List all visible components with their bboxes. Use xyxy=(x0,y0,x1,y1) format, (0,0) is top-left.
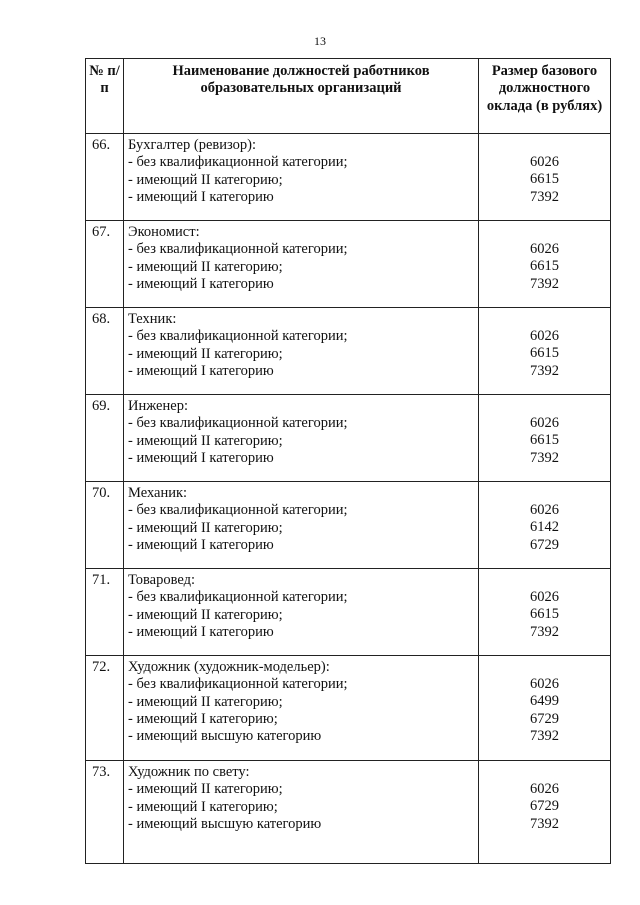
category-item: - имеющий I категорию; xyxy=(128,798,278,815)
table-row xyxy=(86,134,611,221)
position-title: Инженер: xyxy=(128,398,188,414)
row-number: 68. xyxy=(86,308,124,395)
row-number: 69. xyxy=(86,395,124,482)
category-item: - без квалификационной категории; xyxy=(128,415,348,432)
position-title: Экономист: xyxy=(128,224,200,240)
salary-value: 7392 xyxy=(530,623,559,640)
table-row xyxy=(86,656,611,761)
header-number: № п/п xyxy=(86,59,124,134)
position-cell xyxy=(124,569,479,656)
category-item: - имеющий I категорию xyxy=(128,623,274,640)
position-title: Механик: xyxy=(128,485,188,501)
category-item: - имеющий высшую категорию xyxy=(128,815,322,832)
salary-value: 6729 xyxy=(530,536,559,553)
position-title: Техник: xyxy=(128,311,177,327)
category-item: - имеющий II категорию; xyxy=(128,781,283,798)
row-number: 72. xyxy=(86,656,124,761)
category-item: - имеющий высшую категорию xyxy=(128,728,322,745)
salary-value: 6026 xyxy=(530,328,559,344)
salary-value: 7392 xyxy=(530,449,559,466)
category-item: - имеющий I категорию xyxy=(128,536,274,553)
table-header-row xyxy=(86,59,611,134)
salary-value: 7392 xyxy=(530,727,559,744)
salary-value: 6615 xyxy=(530,171,559,188)
category-item: - без квалификационной категории; xyxy=(128,502,348,519)
position-cell xyxy=(124,221,479,308)
position-cell xyxy=(124,761,479,864)
salary-value: 6026 xyxy=(530,154,559,170)
salary-value: 6615 xyxy=(530,258,559,275)
page-number: 13 xyxy=(314,34,326,48)
salary-value: 6729 xyxy=(530,798,559,815)
row-number: 67. xyxy=(86,221,124,308)
position-title: Художник по свету: xyxy=(128,764,250,780)
category-item: - имеющий II категорию; xyxy=(128,693,283,710)
row-number: 66. xyxy=(86,134,124,221)
category-item: - без квалификационной категории; xyxy=(128,241,348,258)
salary-table xyxy=(85,58,611,864)
category-item: - без квалификационной категории; xyxy=(128,328,348,345)
header-base-salary: Размер базового должностного оклада (в рублях) xyxy=(479,59,611,134)
position-title: Художник (художник-модельер): xyxy=(128,659,330,675)
table-body xyxy=(86,134,611,864)
row-number: 71. xyxy=(86,569,124,656)
salary-value: 7392 xyxy=(530,188,559,205)
position-title: Бухгалтер (ревизор): xyxy=(128,137,256,153)
salary-cell xyxy=(479,656,611,761)
category-item: - имеющий I категорию xyxy=(128,275,274,292)
position-cell xyxy=(124,308,479,395)
salary-value: 6026 xyxy=(530,781,559,797)
table-row xyxy=(86,221,611,308)
position-cell xyxy=(124,395,479,482)
salary-value: 7392 xyxy=(530,362,559,379)
salary-cell xyxy=(479,221,611,308)
category-item: - имеющий II категорию; xyxy=(128,171,283,188)
table-row xyxy=(86,569,611,656)
salary-value: 6615 xyxy=(530,432,559,449)
position-cell xyxy=(124,656,479,761)
category-item: - без квалификационной категории; xyxy=(128,589,348,606)
row-number: 73. xyxy=(86,761,124,864)
salary-value: 6499 xyxy=(530,693,559,710)
salary-value: 6026 xyxy=(530,589,559,605)
salary-value: 6615 xyxy=(530,345,559,362)
category-item: - имеющий II категорию; xyxy=(128,519,283,536)
position-cell xyxy=(124,134,479,221)
salary-value: 6026 xyxy=(530,502,559,518)
category-item: - имеющий II категорию; xyxy=(128,258,283,275)
salary-value: 6729 xyxy=(530,710,559,727)
category-item: - без квалификационной категории; xyxy=(128,676,348,693)
salary-cell xyxy=(479,482,611,569)
salary-value: 6026 xyxy=(530,676,559,692)
category-item: - имеющий I категорию xyxy=(128,362,274,379)
position-cell xyxy=(124,482,479,569)
category-item: - имеющий I категорию xyxy=(128,449,274,466)
salary-cell xyxy=(479,308,611,395)
salary-cell xyxy=(479,761,611,864)
header-position-name: Наименование должностей работников образовательных организаций xyxy=(124,59,479,134)
salary-value: 6026 xyxy=(530,415,559,431)
salary-value: 6142 xyxy=(530,519,559,536)
category-item: - имеющий II категорию; xyxy=(128,345,283,362)
table-row xyxy=(86,308,611,395)
category-item: - имеющий I категорию; xyxy=(128,710,278,727)
row-number: 70. xyxy=(86,482,124,569)
salary-value: 7392 xyxy=(530,815,559,832)
table-row xyxy=(86,395,611,482)
salary-cell xyxy=(479,569,611,656)
category-item: - имеющий II категорию; xyxy=(128,606,283,623)
salary-value: 6615 xyxy=(530,606,559,623)
table-row xyxy=(86,482,611,569)
category-item: - без квалификационной категории; xyxy=(128,154,348,171)
category-item: - имеющий II категорию; xyxy=(128,432,283,449)
salary-value: 7392 xyxy=(530,275,559,292)
table-row xyxy=(86,761,611,864)
salary-cell xyxy=(479,134,611,221)
position-title: Товаровед: xyxy=(128,572,196,588)
salary-value: 6026 xyxy=(530,241,559,257)
category-item: - имеющий I категорию xyxy=(128,188,274,205)
salary-cell xyxy=(479,395,611,482)
